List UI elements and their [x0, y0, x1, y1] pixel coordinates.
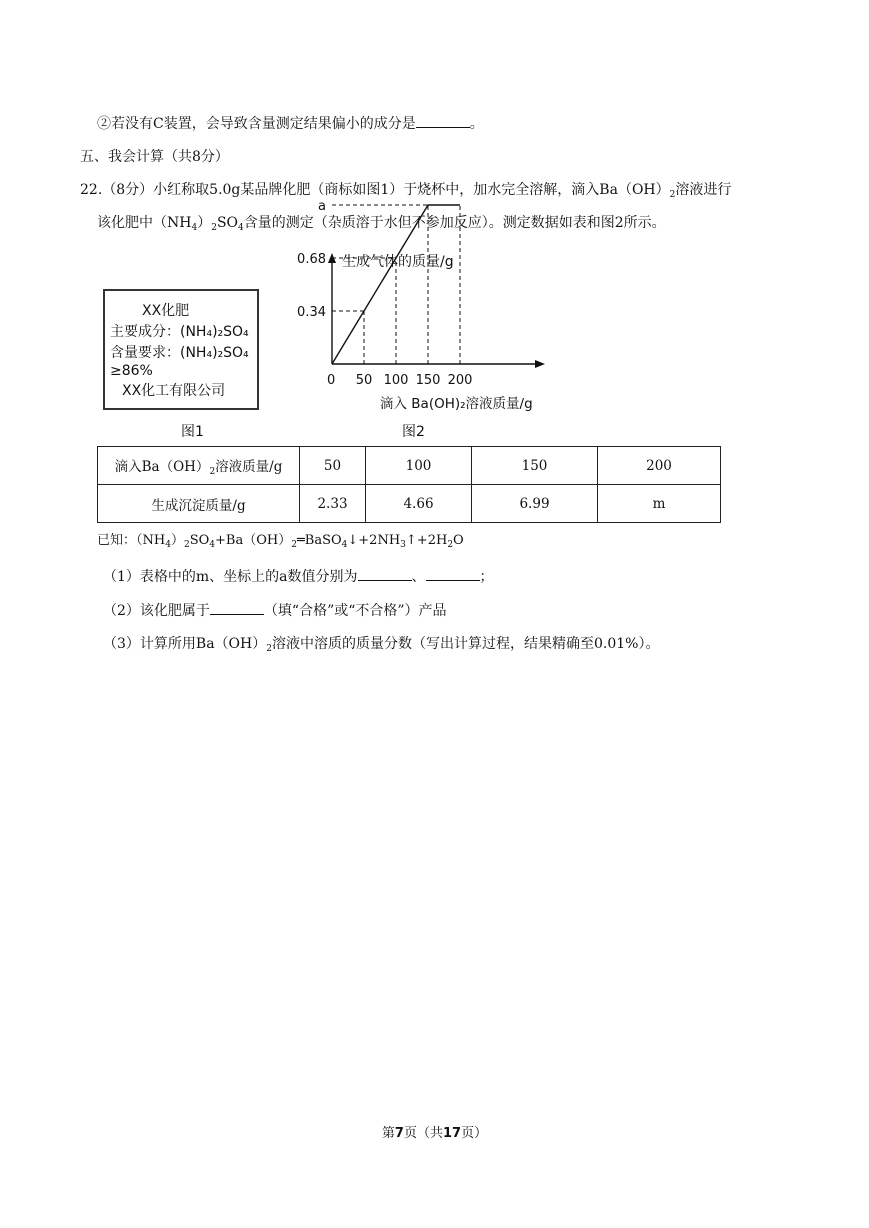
answer-blank-m [358, 566, 412, 581]
answer-blank-qualified [210, 600, 264, 615]
table-cell: 2.33 [300, 485, 366, 523]
figure-1-caption: 图1 [181, 424, 204, 440]
y-tick-label: 0.34 [297, 305, 326, 320]
x-tick-label: 200 [447, 373, 473, 388]
x-tick-label: 150 [415, 373, 441, 388]
table-cell: m [598, 485, 721, 523]
y-tick-label: a [318, 199, 326, 214]
table-row-header: 生成沉淀质量/g [98, 485, 300, 523]
page-footer: 第7页（共17页） [381, 1126, 488, 1141]
chart-x-axis-label: 滴入 Ba(OH)₂溶液质量/g [380, 396, 533, 412]
table-cell: 50 [300, 447, 366, 485]
table-cell: 150 [472, 447, 598, 485]
question-22-line2: 该化肥中$(NH_4)_2SO_4$含量的测定（杂质溶于水但不参加反应）。测定数据如表和图2所示。 [97, 215, 666, 233]
answer-blank-a [426, 566, 480, 581]
data-table [97, 446, 721, 523]
sub-question-3: （3）计算所用$Ba(OH)_2$溶液中溶质的质量分数（写出计算过程，结果精确至0.01%）。 [103, 636, 660, 654]
x-tick-label: 50 [355, 373, 373, 388]
chart-y-axis-label: 生成气体的质量/g [342, 254, 454, 270]
label-content-requirement: 含量要求：(NH₄)₂SO₄ [110, 345, 249, 361]
table-cell: 100 [366, 447, 472, 485]
sub-question-1: （1）表格中的m、坐标上的a数值分别为 、 ； [103, 566, 494, 587]
label-percent: ≥86% [110, 363, 153, 379]
label-main-component: 主要成分：(NH₄)₂SO₄ [110, 324, 249, 340]
table-cell: 6.99 [472, 485, 598, 523]
y-tick-label: 0.68 [297, 252, 326, 267]
table-row [98, 447, 721, 485]
sub-question-2: （2）该化肥属于 （填“合格”或“不合格”）产品 [103, 600, 447, 621]
known-equation: 已知：$(NH_4)_2SO_4+Ba(OH)_2═BaSO_4↓+2NH_3↑+2H_2O$ [97, 533, 464, 550]
chart-origin-label: 0 [327, 373, 336, 388]
label-title: XX化肥 [142, 303, 190, 319]
label-company: XX化工有限公司 [122, 383, 226, 399]
question-partial: ②若没有C装置，会导致含量测定结果偏小的成分是 。 [97, 113, 484, 134]
table-cell: 200 [598, 447, 721, 485]
table-row [98, 485, 721, 523]
section-heading: 五、我会计算（共8分） [80, 149, 229, 165]
table-row-header: 滴入$Ba(OH)_2$溶液质量/g [98, 447, 300, 485]
table-cell: 4.66 [366, 485, 472, 523]
figure-2-caption: 图2 [402, 424, 425, 440]
question-22-line1: 22.（8分）小红称取5.0g某品牌化肥（商标如图1）于烧杯中，加水完全溶解，滴入$Ba(OH)_2$溶液进行 [80, 182, 732, 200]
x-axis-arrow [535, 360, 545, 368]
chart-plot-area [297, 199, 545, 388]
x-tick-label: 100 [383, 373, 409, 388]
